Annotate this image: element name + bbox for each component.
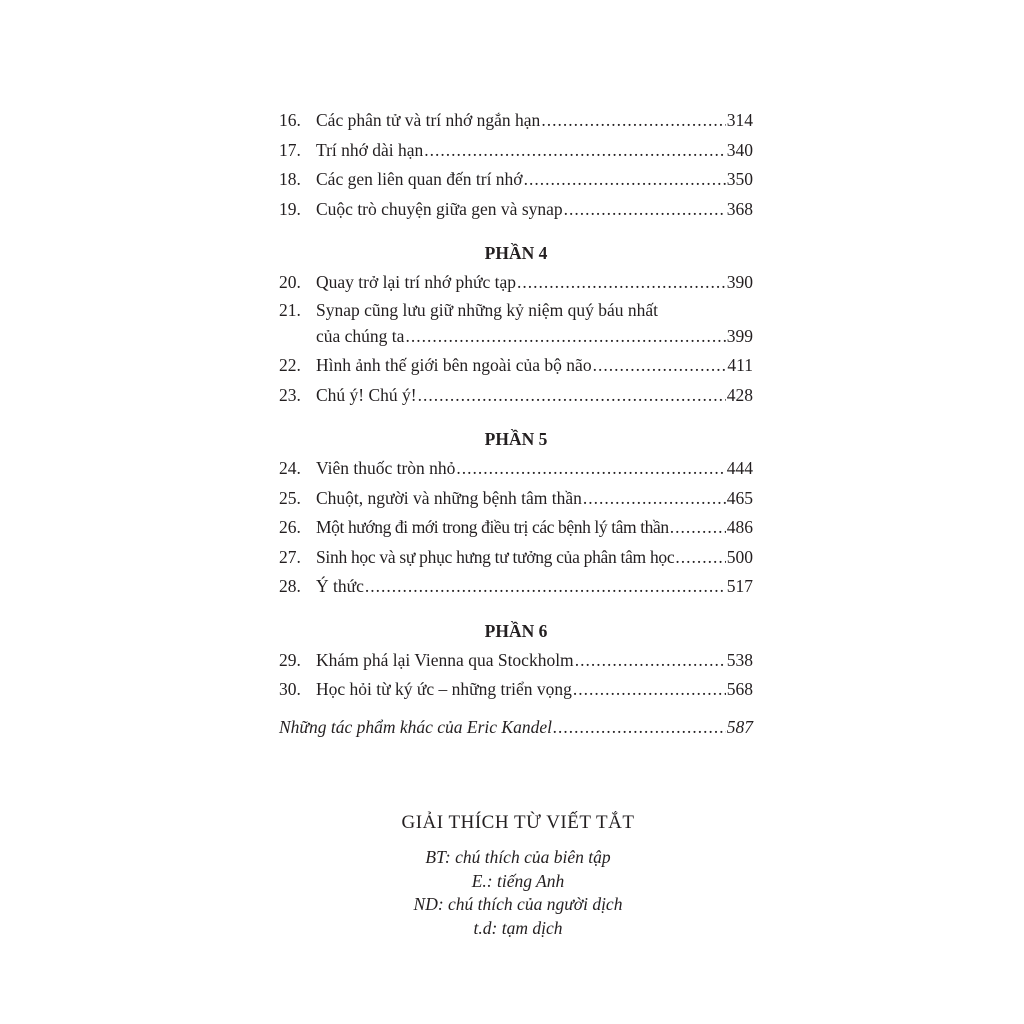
entry-title-line-2: của chúng ta [316, 325, 405, 346]
entry-number: 17. [279, 139, 301, 160]
entry-title: Những tác phẩm khác của Eric Kandel [279, 716, 552, 737]
entry-page-number: 538 [726, 649, 753, 670]
entry-number: 22. [279, 355, 301, 375]
entry-title: Quay trở lại trí nhớ phức tạp [316, 272, 517, 292]
part-heading-4: PHẦN 4 [484, 243, 548, 263]
dot-leader [564, 195, 726, 225]
entry-page-number: 428 [726, 384, 753, 405]
entry-page-number: 350 [726, 169, 753, 189]
toc-entry-23 [279, 381, 753, 411]
entry-title: Khám phá lại Vienna qua Stockholm [316, 649, 574, 670]
entry-page-number: 340 [726, 139, 753, 160]
dot-leader [424, 136, 725, 166]
entry-page-number: 568 [726, 679, 753, 699]
dot-leader [418, 381, 726, 411]
entry-number: 23. [279, 384, 301, 405]
toc-entry-20 [279, 268, 753, 298]
entry-number: 18. [279, 169, 301, 189]
toc-entry-26 [279, 513, 753, 543]
toc-entry-29 [279, 646, 753, 676]
dot-leader [573, 675, 726, 705]
table-of-contents [279, 106, 753, 742]
entry-title: Cuộc trò chuyện giữa gen và synap [316, 198, 563, 219]
entry-page-number: 486 [726, 517, 753, 537]
entry-number: 20. [279, 272, 301, 292]
dot-leader [583, 484, 726, 514]
entry-title: Trí nhớ dài hạn [316, 139, 424, 160]
entry-title: Học hỏi từ ký ức – những triển vọng [316, 679, 572, 699]
entry-title-line-1: Synap cũng lưu giữ những kỷ niệm quý báu nhất [316, 299, 658, 320]
part-heading-6: PHẦN 6 [484, 620, 548, 641]
entry-page-number: 399 [726, 325, 753, 346]
toc-entry-27 [279, 543, 753, 573]
entry-title: Hình ảnh thế giới bên ngoài của bộ não [316, 355, 592, 375]
dot-leader [405, 322, 725, 352]
abbreviation-item: t.d: tạm dịch [473, 917, 563, 938]
entry-title: Chuột, người và những bệnh tâm thần [316, 487, 582, 508]
entry-title: Một hướng đi mới trong điều trị các bệnh lý tâm thần [316, 517, 669, 537]
entry-number: 26. [279, 517, 301, 537]
entry-number: 19. [279, 198, 301, 219]
entry-title: Các phân tử và trí nhớ ngắn hạn [316, 110, 541, 130]
dot-leader [675, 543, 725, 573]
entry-number: 27. [279, 546, 301, 567]
abbreviation-item: BT: chú thích của biên tập [425, 847, 611, 867]
entry-number: 16. [279, 110, 301, 130]
toc-entry-28 [279, 572, 753, 602]
abbreviations-section [0, 806, 1024, 940]
toc-entry-24 [279, 454, 753, 484]
toc-entry-30 [279, 675, 753, 705]
dot-leader [524, 165, 726, 195]
toc-entry-25 [279, 484, 753, 514]
entry-number: 25. [279, 487, 301, 508]
dot-leader [593, 351, 727, 381]
entry-number: 30. [279, 679, 301, 699]
entry-title: Ý thức [316, 576, 364, 596]
dot-leader [553, 713, 726, 743]
abbreviations-heading: GIẢI THÍCH TỪ VIẾT TẮT [401, 812, 635, 833]
entry-page-number: 517 [726, 576, 753, 596]
entry-page-number: 444 [726, 458, 753, 478]
dot-leader [517, 268, 726, 298]
toc-entry-18 [279, 165, 753, 195]
part-heading-5: PHẦN 5 [484, 429, 548, 449]
entry-page-number: 368 [726, 198, 753, 219]
entry-page-number: 587 [726, 716, 753, 737]
toc-entry-other-works [279, 713, 753, 743]
dot-leader [456, 454, 725, 484]
entry-page-number: 465 [726, 487, 753, 508]
entry-page-number: 314 [726, 110, 753, 130]
entry-page-number: 390 [726, 272, 753, 292]
entry-number: 21. [279, 299, 301, 320]
dot-leader [541, 106, 725, 136]
entry-number: 28. [279, 576, 301, 596]
toc-entry-16 [279, 106, 753, 136]
entry-page-number: 500 [726, 546, 753, 567]
dot-leader [365, 572, 726, 602]
entry-title: Chú ý! Chú ý! [316, 384, 417, 405]
entry-title: Các gen liên quan đến trí nhớ [316, 169, 523, 189]
dot-leader [670, 513, 726, 543]
entry-line-2 [279, 322, 753, 352]
toc-entry-22 [279, 351, 753, 381]
entry-number: 29. [279, 649, 301, 670]
toc-entry-17 [279, 136, 753, 166]
entry-page-number: 411 [727, 355, 753, 375]
entry-title: Viên thuốc tròn nhỏ [316, 458, 456, 478]
dot-leader [575, 646, 726, 676]
abbreviation-item: E.: tiếng Anh [471, 870, 565, 891]
toc-entry-19 [279, 195, 753, 225]
abbreviation-item: ND: chú thích của người dịch [413, 894, 623, 914]
toc-entry-21 [279, 298, 753, 352]
entry-number: 24. [279, 458, 301, 478]
entry-line-1 [279, 298, 753, 322]
entry-title: Sinh học và sự phục hưng tư tưởng của phân tâm học [316, 546, 675, 567]
